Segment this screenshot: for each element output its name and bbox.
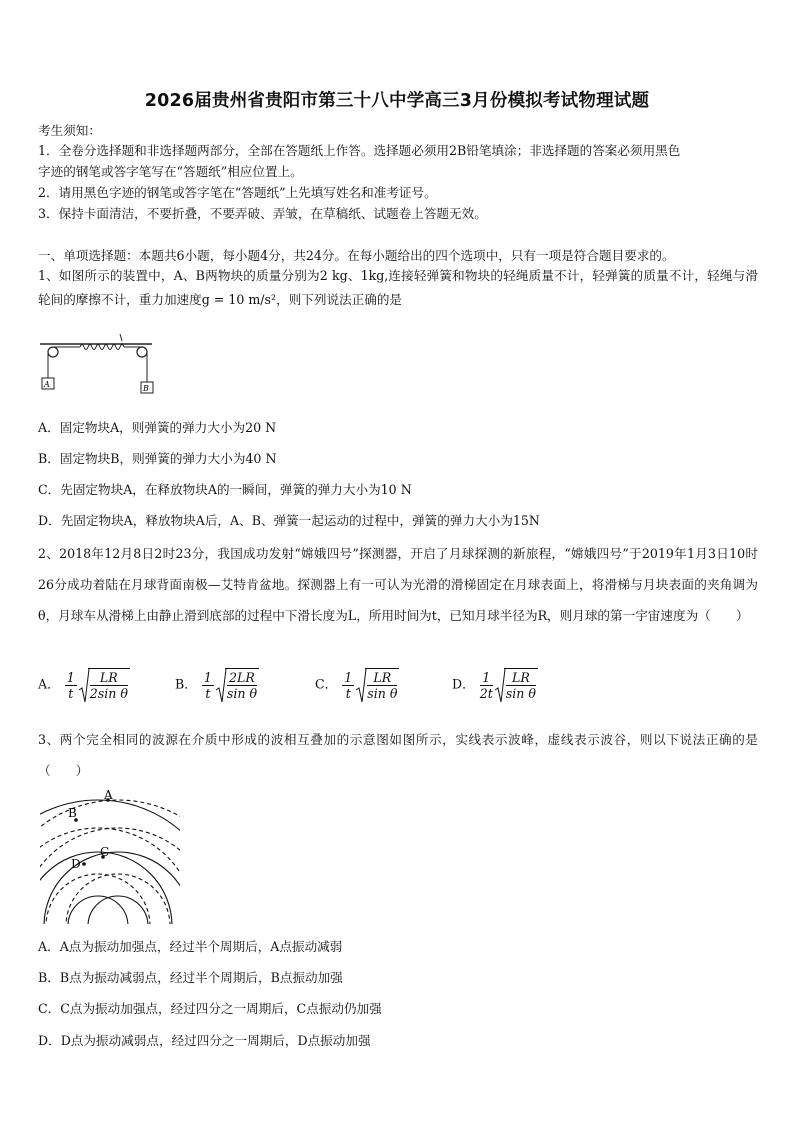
q2-d-rad-num: LR [506,670,536,686]
q1-figure [38,332,158,400]
q3-option-a: A．A点为振动加强点，经过半个周期后，A点振动减弱 [38,939,343,954]
q2-stem: 2、2018年12月8日2时23分，我国成功发射“嫦娥四号”探测器，开启了月球探测的新旅程，“嫦娥四号”于2019年1月3日10时26分成功着陆在月球背面南极—艾特肯盆地。探测器上有一可认为光滑的滑梯固定在月球表面上，将滑梯与月块表面的夹角调为θ，月球车从滑梯上由静止滑到底部的过程中下滑长度为L，所用时间为t，已知月球半径为R，则月球的第一宇宙速度为（ ） [38,546,758,623]
q1-option-d: D．先固定物块A，释放物块A后，A、B、弹簧一起运动的过程中，弹簧的弹力大小为15N [38,513,540,528]
q2-a-coef-den: t [68,685,74,701]
q2-d-coef-den: 2t [479,685,493,701]
q2-option-a-label: A． [38,676,60,692]
q1-stem: 1、如图所示的装置中，A、B两物块的质量分别为2 kg、1kg,连接轻弹簧和物块的轻绳质量不计，轻弹簧的质量不计，轻绳与滑轮间的摩擦不计，重力加速度g = 10 m/s²，则下列说法正确的是 [38,268,758,307]
q2-option-d [452,668,538,702]
q1-fig-label-a: A [44,380,50,389]
q3-fig-label-a: A [104,788,113,802]
q3-fig-label-b: B [68,806,77,820]
q2-b-coef-den: t [205,685,211,701]
notice-heading: 考生须知： [38,123,101,138]
q2-option-d-label: D． [452,676,475,692]
q1-option-a: A．固定物块A，则弹簧的弹力大小为20 N [38,420,277,435]
q3-option-b: B．B点为振动减弱点，经过半个周期后，B点振动加强 [38,970,343,985]
q2-option-c-label: C． [315,676,338,692]
q2-a-coef-num: 1 [66,669,75,685]
q2-b-rad-num: 2LR [227,670,257,686]
q3-option-d: D．D点为振动减弱点，经过四分之一周期后，D点振动加强 [38,1033,371,1048]
q2-option-b [175,668,259,702]
paper-title: 2026届贵州省贵阳市第三十八中学高三3月份模拟考试物理试题 [144,91,650,111]
q2-a-rad-num: LR [90,670,128,686]
q3-option-c: C．C点为振动加强点，经过四分之一周期后，C点振动仍加强 [38,1001,382,1016]
q1-option-b: B．固定物块B，则弹簧的弹力大小为40 N [38,451,277,466]
section-heading: 一、单项选择题：本题共6小题，每小题4分，共24分。在每小题给出的四个选项中，只有一项是符合题目要求的。 [38,248,675,263]
q3-wave-figure [38,786,183,924]
q2-option-a [38,668,130,702]
q2-c-rad-den: sin θ [367,686,398,701]
q2-b-rad-den: sin θ [226,686,258,701]
notice-item-2: 2．请用黑色字迹的钢笔或答字笔在“答题纸”上先填写姓名和准考证号。 [38,185,437,200]
q2-a-rad-den: 2sin θ [89,686,128,701]
q1-option-c: C．先固定物块A，在释放物块A的一瞬间，弹簧的弹力大小为10 N [38,482,412,497]
q3-fig-label-d: D [71,857,81,871]
notice-item-1: 1．全卷分选择题和非选择题两部分，全部在答题纸上作答。选择题必须用2B铅笔填涂；非选择题的答案必须用黑色 [38,143,681,158]
q2-d-rad-den: sin θ [505,686,536,701]
q2-b-coef-num: 1 [203,669,212,685]
q2-c-rad-num: LR [367,670,397,686]
q3-fig-label-c: C [100,845,110,859]
notice-item-3: 3．保持卡面清洁，不要折叠，不要弄破、弄皱，在草稿纸、试题卷上答题无效。 [38,206,487,221]
q2-option-b-label: B． [175,676,197,692]
q3-stem: 3、两个完全相同的波源在介质中形成的波相互叠加的示意图如图所示，实线表示波峰，虚线表示波谷，则以下说法正确的是（ ） [38,732,758,778]
q2-d-coef-num: 1 [480,670,493,686]
q2-c-coef-num: 1 [344,669,353,685]
q2-c-coef-den: t [345,685,351,701]
notice-item-1-cont: 字迹的钢笔或答字笔写在“答题纸”相应位置上。 [38,164,303,179]
q1-fig-label-b: B [143,384,149,393]
q2-option-c [315,668,399,702]
